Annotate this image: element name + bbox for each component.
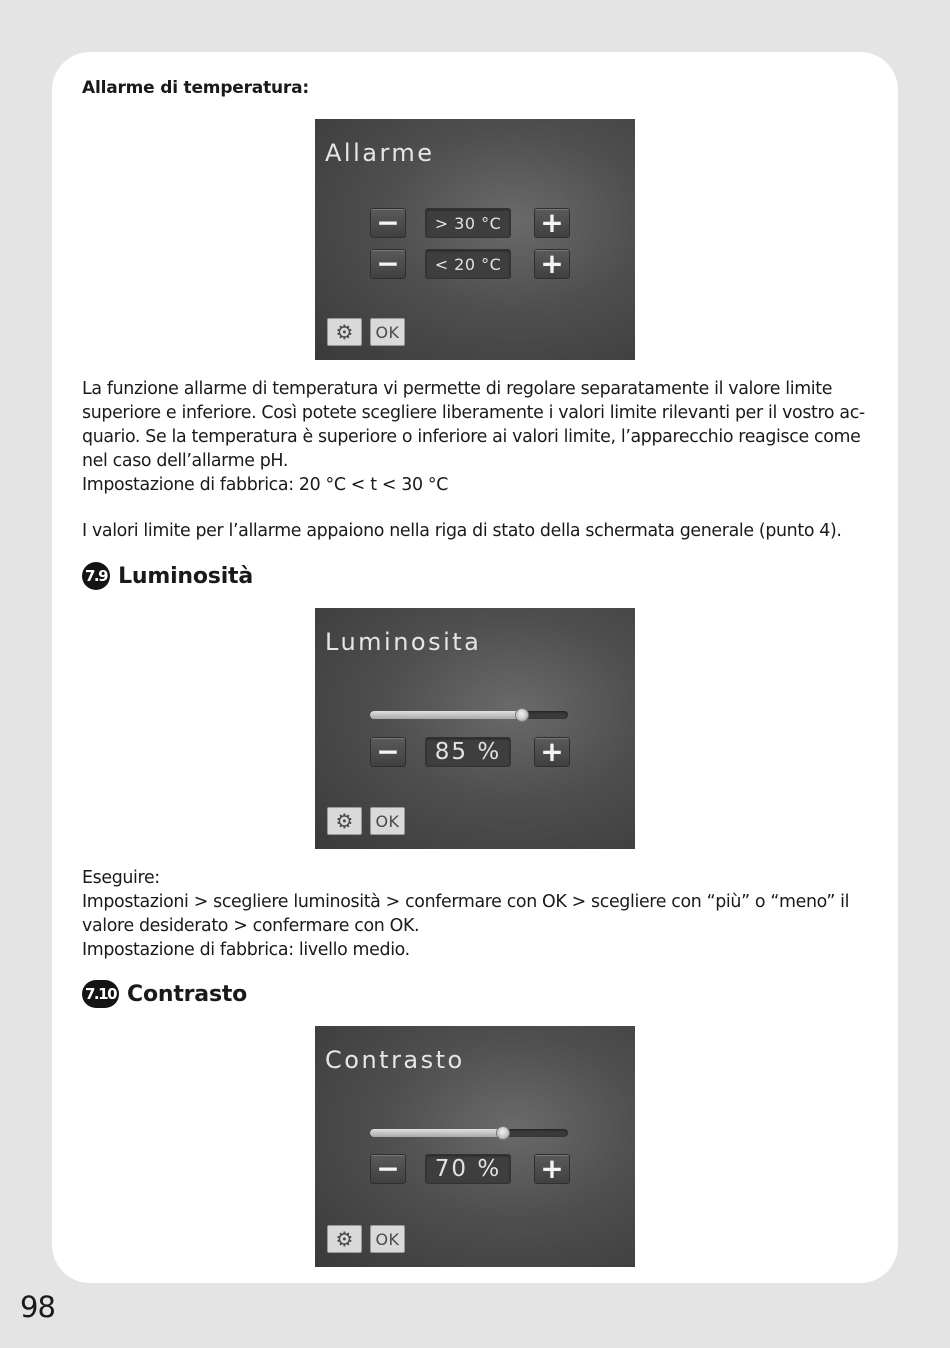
text-line: Eseguire: [82,868,160,888]
lower-minus-button[interactable]: − [370,249,406,279]
lower-plus-button[interactable]: + [534,249,570,279]
gear-icon: ⚙ [335,1227,354,1251]
slider-fill [370,1129,503,1137]
gear-icon: ⚙ [335,809,354,833]
alarm-heading: Allarme di temperatura: [82,78,309,98]
upper-limit-value: > 30 °C [425,208,511,238]
upper-plus-button[interactable]: + [534,208,570,238]
slider-fill [370,711,522,719]
text-line: I valori limite per l’allarme appaiono nella riga di stato della schermata generale (punto 4). [82,521,842,541]
text-line: nel caso dell’allarme pH. [82,451,289,471]
text-line: La funzione allarme di temperatura vi permette di regolare separatamente il valore limite [82,379,833,399]
page-number: 98 [20,1290,55,1324]
contrast-slider[interactable] [370,1129,568,1137]
text-line: Impostazione di fabbrica: livello medio. [82,940,410,960]
alarm-note [82,519,882,543]
text-line: Impostazioni > scegliere luminosità > confermare con OK > scegliere con “più” o “meno” il [82,892,850,912]
section-number-badge: 7.10 [82,980,119,1008]
contrast-screen [315,1026,635,1267]
contrast-value: 70 % [425,1154,511,1184]
contrast-section-title [82,980,247,1008]
text-line: Impostazione di fabbrica: 20 °C < t < 30 °C [82,475,448,495]
upper-minus-button[interactable]: − [370,208,406,238]
text-line: valore desiderato > confermare con OK. [82,916,420,936]
settings-gear-button[interactable] [327,1225,362,1253]
alarm-screen [315,119,635,360]
brightness-screen [315,608,635,849]
text-line: quario. Se la temperatura è superiore o inferiore ai valori limite, l’apparecchio reagisce come [82,427,861,447]
section-title-text: Luminosità [118,563,253,589]
section-title-text: Contrasto [127,981,248,1007]
gear-icon: ⚙ [335,320,354,344]
brightness-section-title [82,562,253,590]
lower-limit-value: < 20 °C [425,249,511,279]
contrast-screen-title: Contrasto [325,1046,465,1074]
brightness-value: 85 % [425,737,511,767]
slider-knob[interactable] [515,708,529,722]
contrast-plus-button[interactable]: + [534,1154,570,1184]
slider-knob[interactable] [496,1126,510,1140]
brightness-plus-button[interactable]: + [534,737,570,767]
brightness-description [82,866,882,962]
text-line: superiore e inferiore. Così potete scegliere liberamente i valori limite rilevanti per il vostro ac- [82,403,865,423]
ok-button[interactable]: OK [370,1225,405,1253]
section-number-badge: 7.9 [82,562,110,590]
alarm-description [82,377,882,497]
ok-button[interactable]: OK [370,318,405,346]
alarm-screen-title: Allarme [325,139,435,167]
settings-gear-button[interactable] [327,807,362,835]
brightness-slider[interactable] [370,711,568,719]
ok-button[interactable]: OK [370,807,405,835]
brightness-screen-title: Luminosita [325,628,482,656]
brightness-minus-button[interactable]: − [370,737,406,767]
settings-gear-button[interactable] [327,318,362,346]
contrast-minus-button[interactable]: − [370,1154,406,1184]
